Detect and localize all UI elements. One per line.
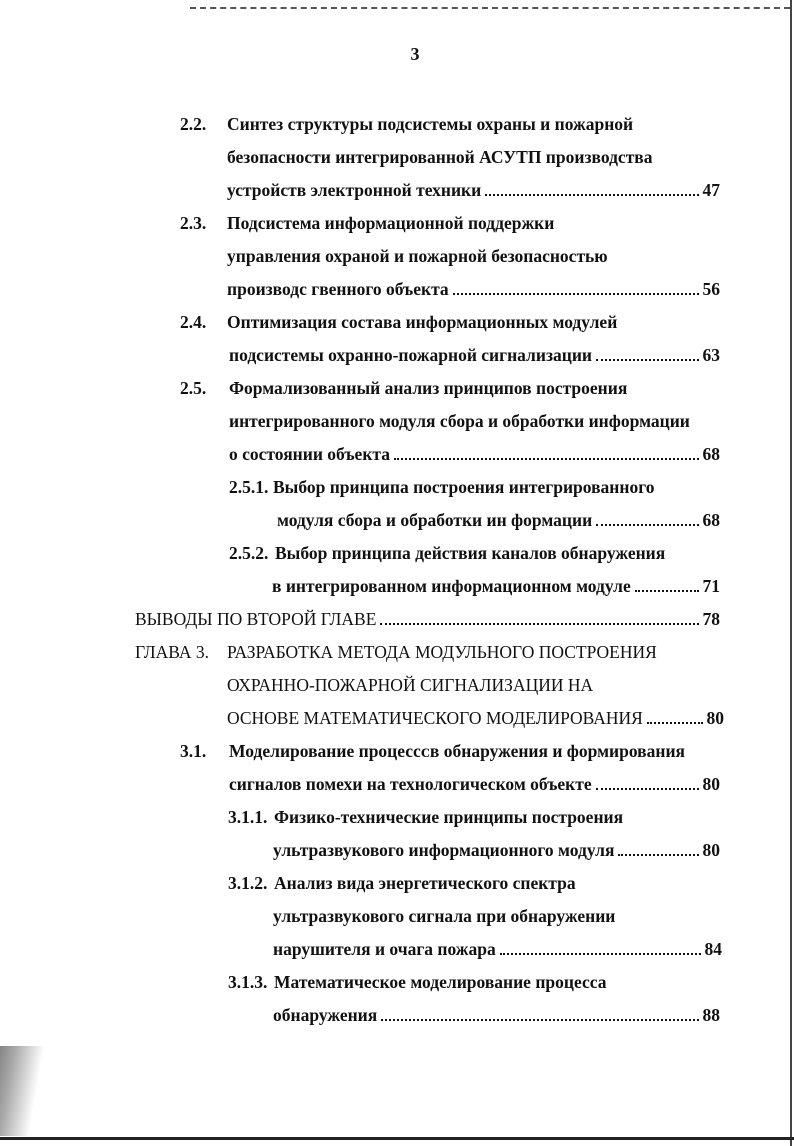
toc-entry-title: о состоянии объекта	[229, 444, 390, 464]
toc-entry-2-2-line-1	[0, 112, 794, 136]
toc-entry-title: безопасности интегрированной АСУТП производства	[227, 147, 653, 167]
toc-entry-3-1-1-line-2	[273, 838, 720, 862]
toc-entry-2-3-line-3	[227, 277, 720, 301]
toc-entry-title: РАЗРАБОТКА МЕТОДА МОДУЛЬНОГО ПОСТРОЕНИЯ	[227, 642, 657, 662]
bottom-scan-border	[0, 1137, 794, 1140]
toc-page-number: 80	[702, 840, 720, 860]
toc-entry-3-1-line-2	[229, 772, 720, 796]
toc-entry-title: ОХРАННО-ПОЖАРНОЙ СИГНАЛИЗАЦИИ НА	[227, 675, 594, 695]
toc-entry-title: интегрированного модуля сбора и обработки информации	[229, 411, 690, 431]
leader-dots	[596, 524, 698, 526]
toc-page-number: 56	[702, 279, 720, 299]
leader-dots	[380, 623, 698, 625]
toc-entry-3-1-3-line-1	[0, 970, 794, 994]
toc-entry-3-1-2-line-2	[273, 904, 615, 928]
toc-entry-2-5-1-line-2	[277, 508, 720, 532]
leader-dots	[453, 293, 699, 295]
toc-entry-2-2-line-3	[227, 178, 720, 202]
toc-entry-number: 2.2.	[180, 114, 207, 134]
toc-entry-2-3-line-1	[0, 211, 794, 235]
toc-entry-number: 3.1.2.	[228, 873, 268, 893]
toc-entry-2-5-2-line-1	[0, 541, 794, 565]
toc-page-number: 68	[702, 444, 720, 464]
toc-entry-2-5-line-3	[229, 442, 720, 466]
toc-entry-title: модуля сбора и обработки ин формации	[277, 510, 593, 530]
toc-entry-number: 3.1.	[180, 741, 207, 761]
top-scan-border	[190, 7, 790, 9]
toc-page-number: 68	[702, 510, 720, 530]
toc-entry-title: Выбор принципа действия каналов обнаружения	[275, 543, 666, 563]
leader-dots	[635, 590, 699, 592]
toc-entry-title: производс гвенного объекта	[227, 279, 449, 299]
toc-page-number: 78	[702, 609, 720, 629]
toc-entry-2-2-line-2	[227, 145, 653, 169]
scan-artifact	[0, 1046, 48, 1136]
toc-entry-title: Формализованный анализ принципов построения	[229, 378, 628, 398]
toc-entry-title: Подсистема информационной поддержки	[227, 213, 555, 233]
toc-entry-2-4-line-2	[229, 343, 720, 367]
toc-page-number: 80	[702, 774, 720, 794]
toc-entry-title: нарушителя и очага пожара	[273, 939, 496, 959]
toc-page-number: 63	[702, 345, 720, 365]
toc-entry-title: ультразвукового информационного модуля	[273, 840, 615, 860]
toc-entry-chapter-3-line-1	[0, 640, 794, 664]
toc-entry-number: 2.5.2.	[229, 543, 269, 563]
toc-entry-title: Математическое моделирование процесса	[274, 972, 607, 992]
toc-entry-title: ОСНОВЕ МАТЕМАТИЧЕСКОГО МОДЕЛИРОВАНИЯ	[227, 708, 643, 728]
toc-entry-2-5-2-line-2	[272, 574, 720, 598]
leader-dots	[596, 788, 699, 790]
toc-page-number: 88	[702, 1005, 720, 1025]
leader-dots	[485, 194, 698, 196]
toc-entry-3-1-1-line-1	[0, 805, 794, 829]
toc-entry-chapter-3-line-2	[227, 673, 593, 697]
toc-entry-number: 3.1.3.	[228, 972, 268, 992]
toc-entry-title: устройств электронной техники	[227, 180, 482, 200]
toc-entry-title: Выбор принципа построения интегрированного	[273, 477, 655, 497]
toc-entry-2-5-line-2	[229, 409, 690, 433]
leader-dots	[500, 953, 701, 955]
toc-entry-title: управления охраной и пожарной безопасностью	[227, 246, 608, 266]
toc-entry-number: ГЛАВА 3.	[135, 642, 210, 662]
toc-entry-3-1-2-line-3	[273, 937, 722, 961]
toc-entry-conclusions	[135, 607, 720, 631]
leader-dots	[596, 359, 699, 361]
toc-entry-2-5-line-1	[0, 376, 794, 400]
toc-entry-number: 2.5.1.	[229, 477, 269, 497]
toc-entry-3-1-2-line-1	[0, 871, 794, 895]
leader-dots	[618, 854, 698, 856]
toc-page-number: 47	[702, 180, 720, 200]
toc-entry-title: обнаружения	[273, 1005, 378, 1025]
toc-entry-2-3-line-2	[227, 244, 608, 268]
toc-entry-title: Физико-технические принципы построения	[274, 807, 624, 827]
toc-entry-title: в интегрированном информационном модуле	[272, 576, 631, 596]
toc-entry-3-1-3-line-2	[273, 1003, 720, 1027]
page-number: 3	[410, 44, 420, 64]
toc-entry-title: Анализ вида энергетического спектра	[274, 873, 576, 893]
toc-entry-2-5-1-line-1	[0, 475, 794, 499]
toc-entry-title: ВЫВОДЫ ПО ВТОРОЙ ГЛАВЕ	[135, 609, 377, 629]
toc-entry-title: сигналов помехи на технологическом объекте	[229, 774, 592, 794]
toc-entry-number: 2.3.	[180, 213, 207, 233]
toc-page-number: 80	[706, 708, 724, 728]
toc-entry-title: Синтез структуры подсистемы охраны и пожарной	[227, 114, 634, 134]
toc-page-number: 84	[704, 939, 722, 959]
toc-entry-number: 2.5.	[180, 378, 207, 398]
toc-entry-chapter-3-line-3	[227, 706, 724, 730]
toc-entry-title: подсистемы охранно-пожарной сигнализации	[229, 345, 592, 365]
toc-entry-title: Оптимизация состава информационных модулей	[227, 312, 618, 332]
leader-dots	[394, 458, 699, 460]
toc-page-number: 71	[702, 576, 720, 596]
toc-entry-2-4-line-1	[0, 310, 794, 334]
leader-dots	[647, 722, 703, 724]
toc-entry-title: Моделирование процессᴄв обнаружения и формирования	[229, 741, 686, 761]
toc-entry-3-1-line-1	[0, 739, 794, 763]
toc-entry-title: ультразвукового сигнала при обнаружении	[273, 906, 616, 926]
leader-dots	[381, 1019, 698, 1021]
toc-entry-number: 2.4.	[180, 312, 207, 332]
toc-entry-number: 3.1.1.	[228, 807, 268, 827]
